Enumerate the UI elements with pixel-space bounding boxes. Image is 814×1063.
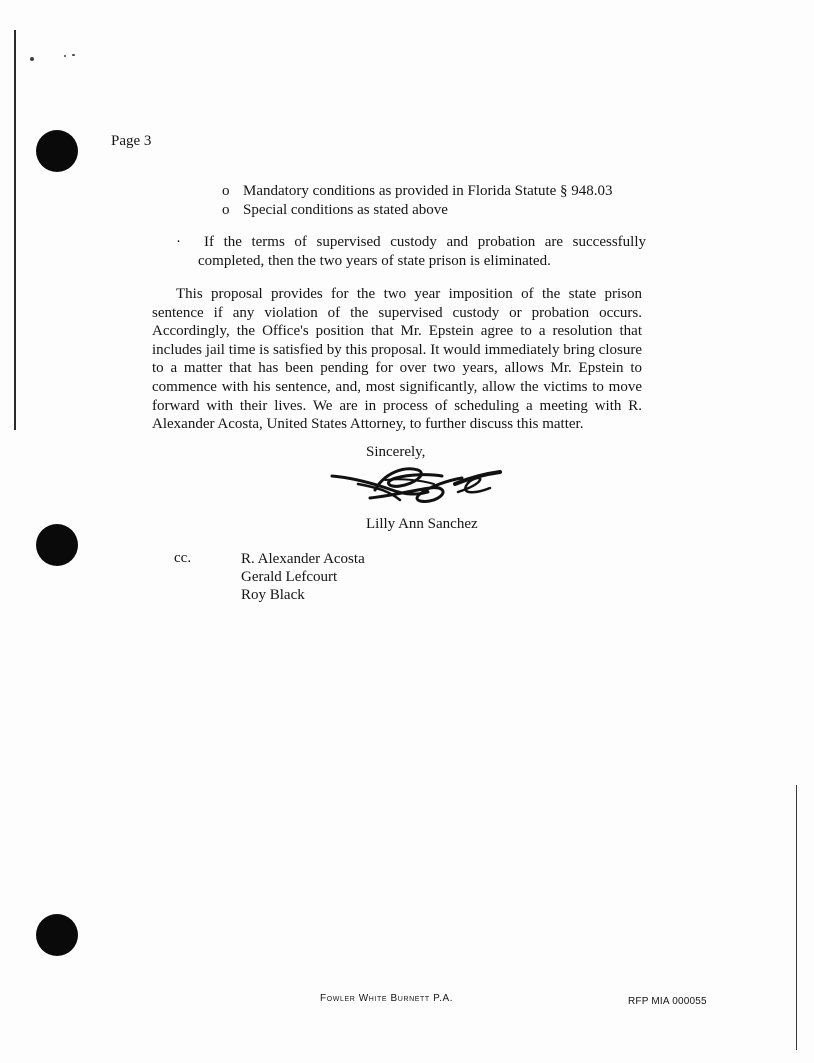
bullet-text: If the terms of supervised custody and probation are successfully completed, then the two years of state prison is eliminated. xyxy=(198,234,646,269)
body-paragraph: This proposal provides for the two year imposition of the state prison sentence if any violation of the supervised custody or probation occurs. Accordingly, the Office's position that Mr. Epstein agree to a resolution that includes jail time is satisfied by this proposal. It would immediately bring closure to a matter that has been pending for over two years, allows Mr. Epstein to commence with his sentence, and, most significantly, allow the victims to move forward with their lives. We are in process of scheduling a meeting with R. Alexander Acosta, United States Attorney, to further discuss this matter. xyxy=(152,286,642,433)
scan-edge-line-right xyxy=(796,785,797,1050)
conditions-list xyxy=(222,182,613,220)
list-item xyxy=(222,201,613,220)
scan-edge-line-left xyxy=(14,30,16,430)
list-item xyxy=(222,182,613,201)
cc-recipient-list xyxy=(241,550,365,604)
page-number: Page 3 xyxy=(111,133,152,149)
list-item-text: Mandatory conditions as provided in Florida Statute § 948.03 xyxy=(243,183,613,199)
signature-scribble xyxy=(330,462,505,507)
list-item-text: Special conditions as stated above xyxy=(243,202,448,218)
bullet-marker: · xyxy=(176,234,181,250)
cc-recipient: Gerald Lefcourt xyxy=(241,569,338,585)
footer-firm-name: Fowler White Burnett P.A. xyxy=(320,993,454,1004)
closing-salutation: Sincerely, xyxy=(366,444,426,460)
scan-speck xyxy=(30,57,34,61)
punch-hole-top xyxy=(36,130,78,172)
footer-bates-number: RFP MIA 000055 xyxy=(628,996,707,1007)
scan-speck xyxy=(72,54,75,56)
list-marker: o xyxy=(222,183,230,199)
bullet-item xyxy=(176,233,646,271)
punch-hole-bottom xyxy=(36,914,78,956)
cc-label: cc. xyxy=(174,550,192,566)
signer-name: Lilly Ann Sanchez xyxy=(366,516,478,532)
punch-hole-middle xyxy=(36,524,78,566)
cc-recipient: R. Alexander Acosta xyxy=(241,551,365,567)
list-marker: o xyxy=(222,202,230,218)
scan-speck xyxy=(64,55,66,57)
cc-recipient: Roy Black xyxy=(241,587,305,603)
